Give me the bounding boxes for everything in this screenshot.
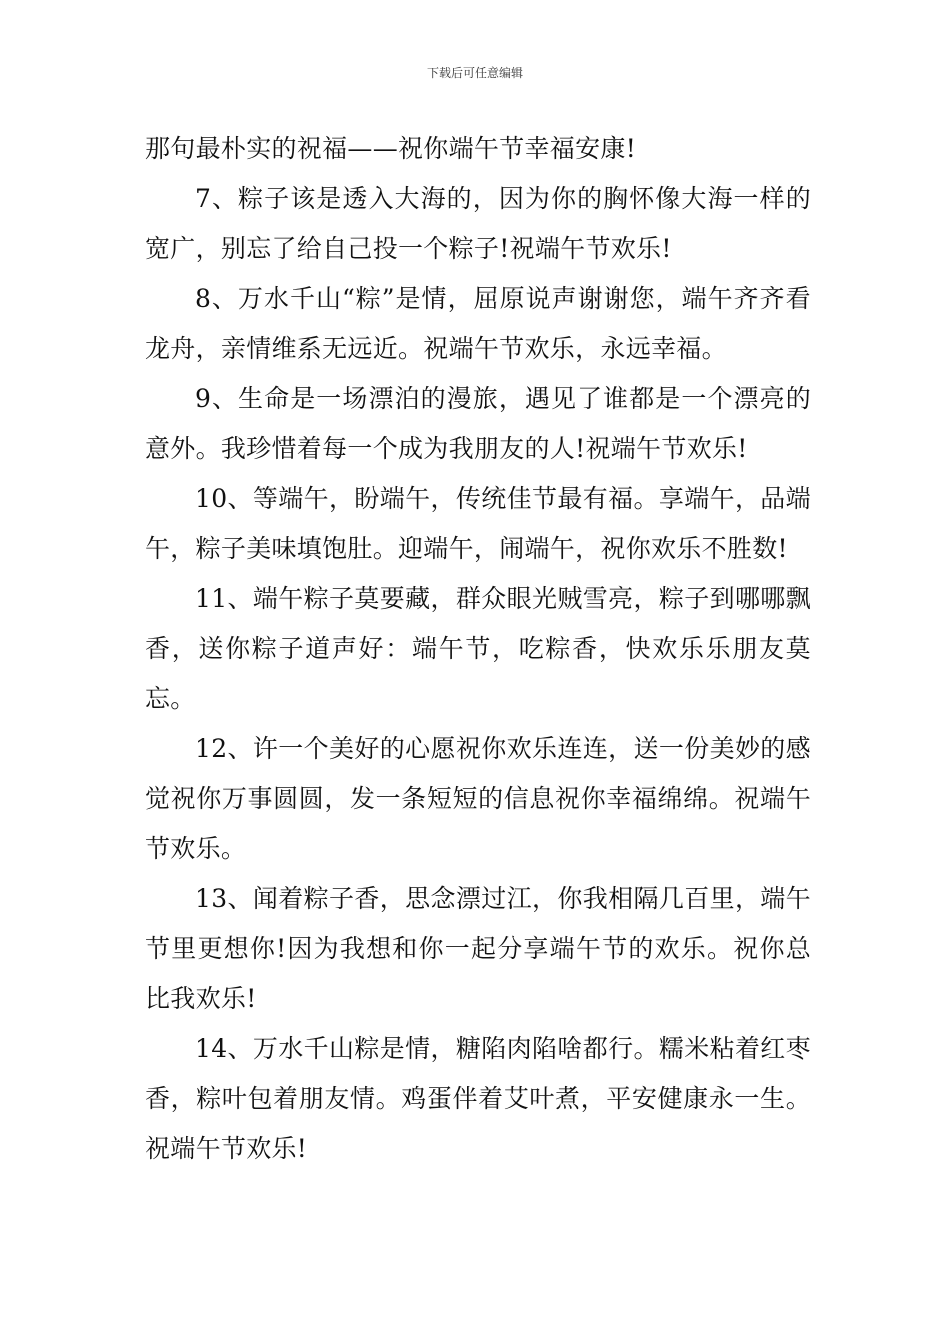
paragraph-0: 那句最朴实的祝福——祝你端午节幸福安康!	[145, 134, 637, 163]
paragraph-10: 10、等端午，盼端午，传统佳节最有福。享端午，品端午，粽子美味填饱肚。迎端午，闹端午，祝你欢乐不胜数!	[145, 484, 811, 563]
document-body	[145, 124, 811, 1174]
paragraph-13: 13、闻着粽子香，思念漂过江，你我相隔几百里，端午节里更想你!因为我想和你一起分享端午节的欢乐。祝你总比我欢乐!	[145, 884, 811, 1013]
paragraph-8: 8、万水千山“粽”是情，屈原说声谢谢您，端午齐齐看龙舟，亲情维系无远近。祝端午节欢乐，永远幸福。	[145, 284, 811, 363]
paragraph-9: 9、生命是一场漂泊的漫旅，遇见了谁都是一个漂亮的意外。我珍惜着每一个成为我朋友的人!祝端午节欢乐!	[145, 384, 811, 463]
paragraph-11: 11、端午粽子莫要藏，群众眼光贼雪亮，粽子到哪哪飘香，送你粽子道声好：端午节，吃粽香，快欢乐乐朋友莫忘。	[145, 584, 811, 713]
paragraph-14: 14、万水千山粽是情，糖陷肉陷啥都行。糯米粘着红枣香，粽叶包着朋友情。鸡蛋伴着艾叶煮，平安健康永一生。祝端午节欢乐!	[145, 1034, 811, 1163]
page-header: 下载后可任意编辑	[426, 66, 523, 80]
paragraph-12: 12、许一个美好的心愿祝你欢乐连连，送一份美妙的感觉祝你万事圆圆，发一条短短的信息祝你幸福绵绵。祝端午节欢乐。	[145, 734, 811, 863]
paragraph-7: 7、粽子该是透入大海的，因为你的胸怀像大海一样的宽广，别忘了给自己投一个粽子!祝端午节欢乐!	[145, 184, 811, 263]
